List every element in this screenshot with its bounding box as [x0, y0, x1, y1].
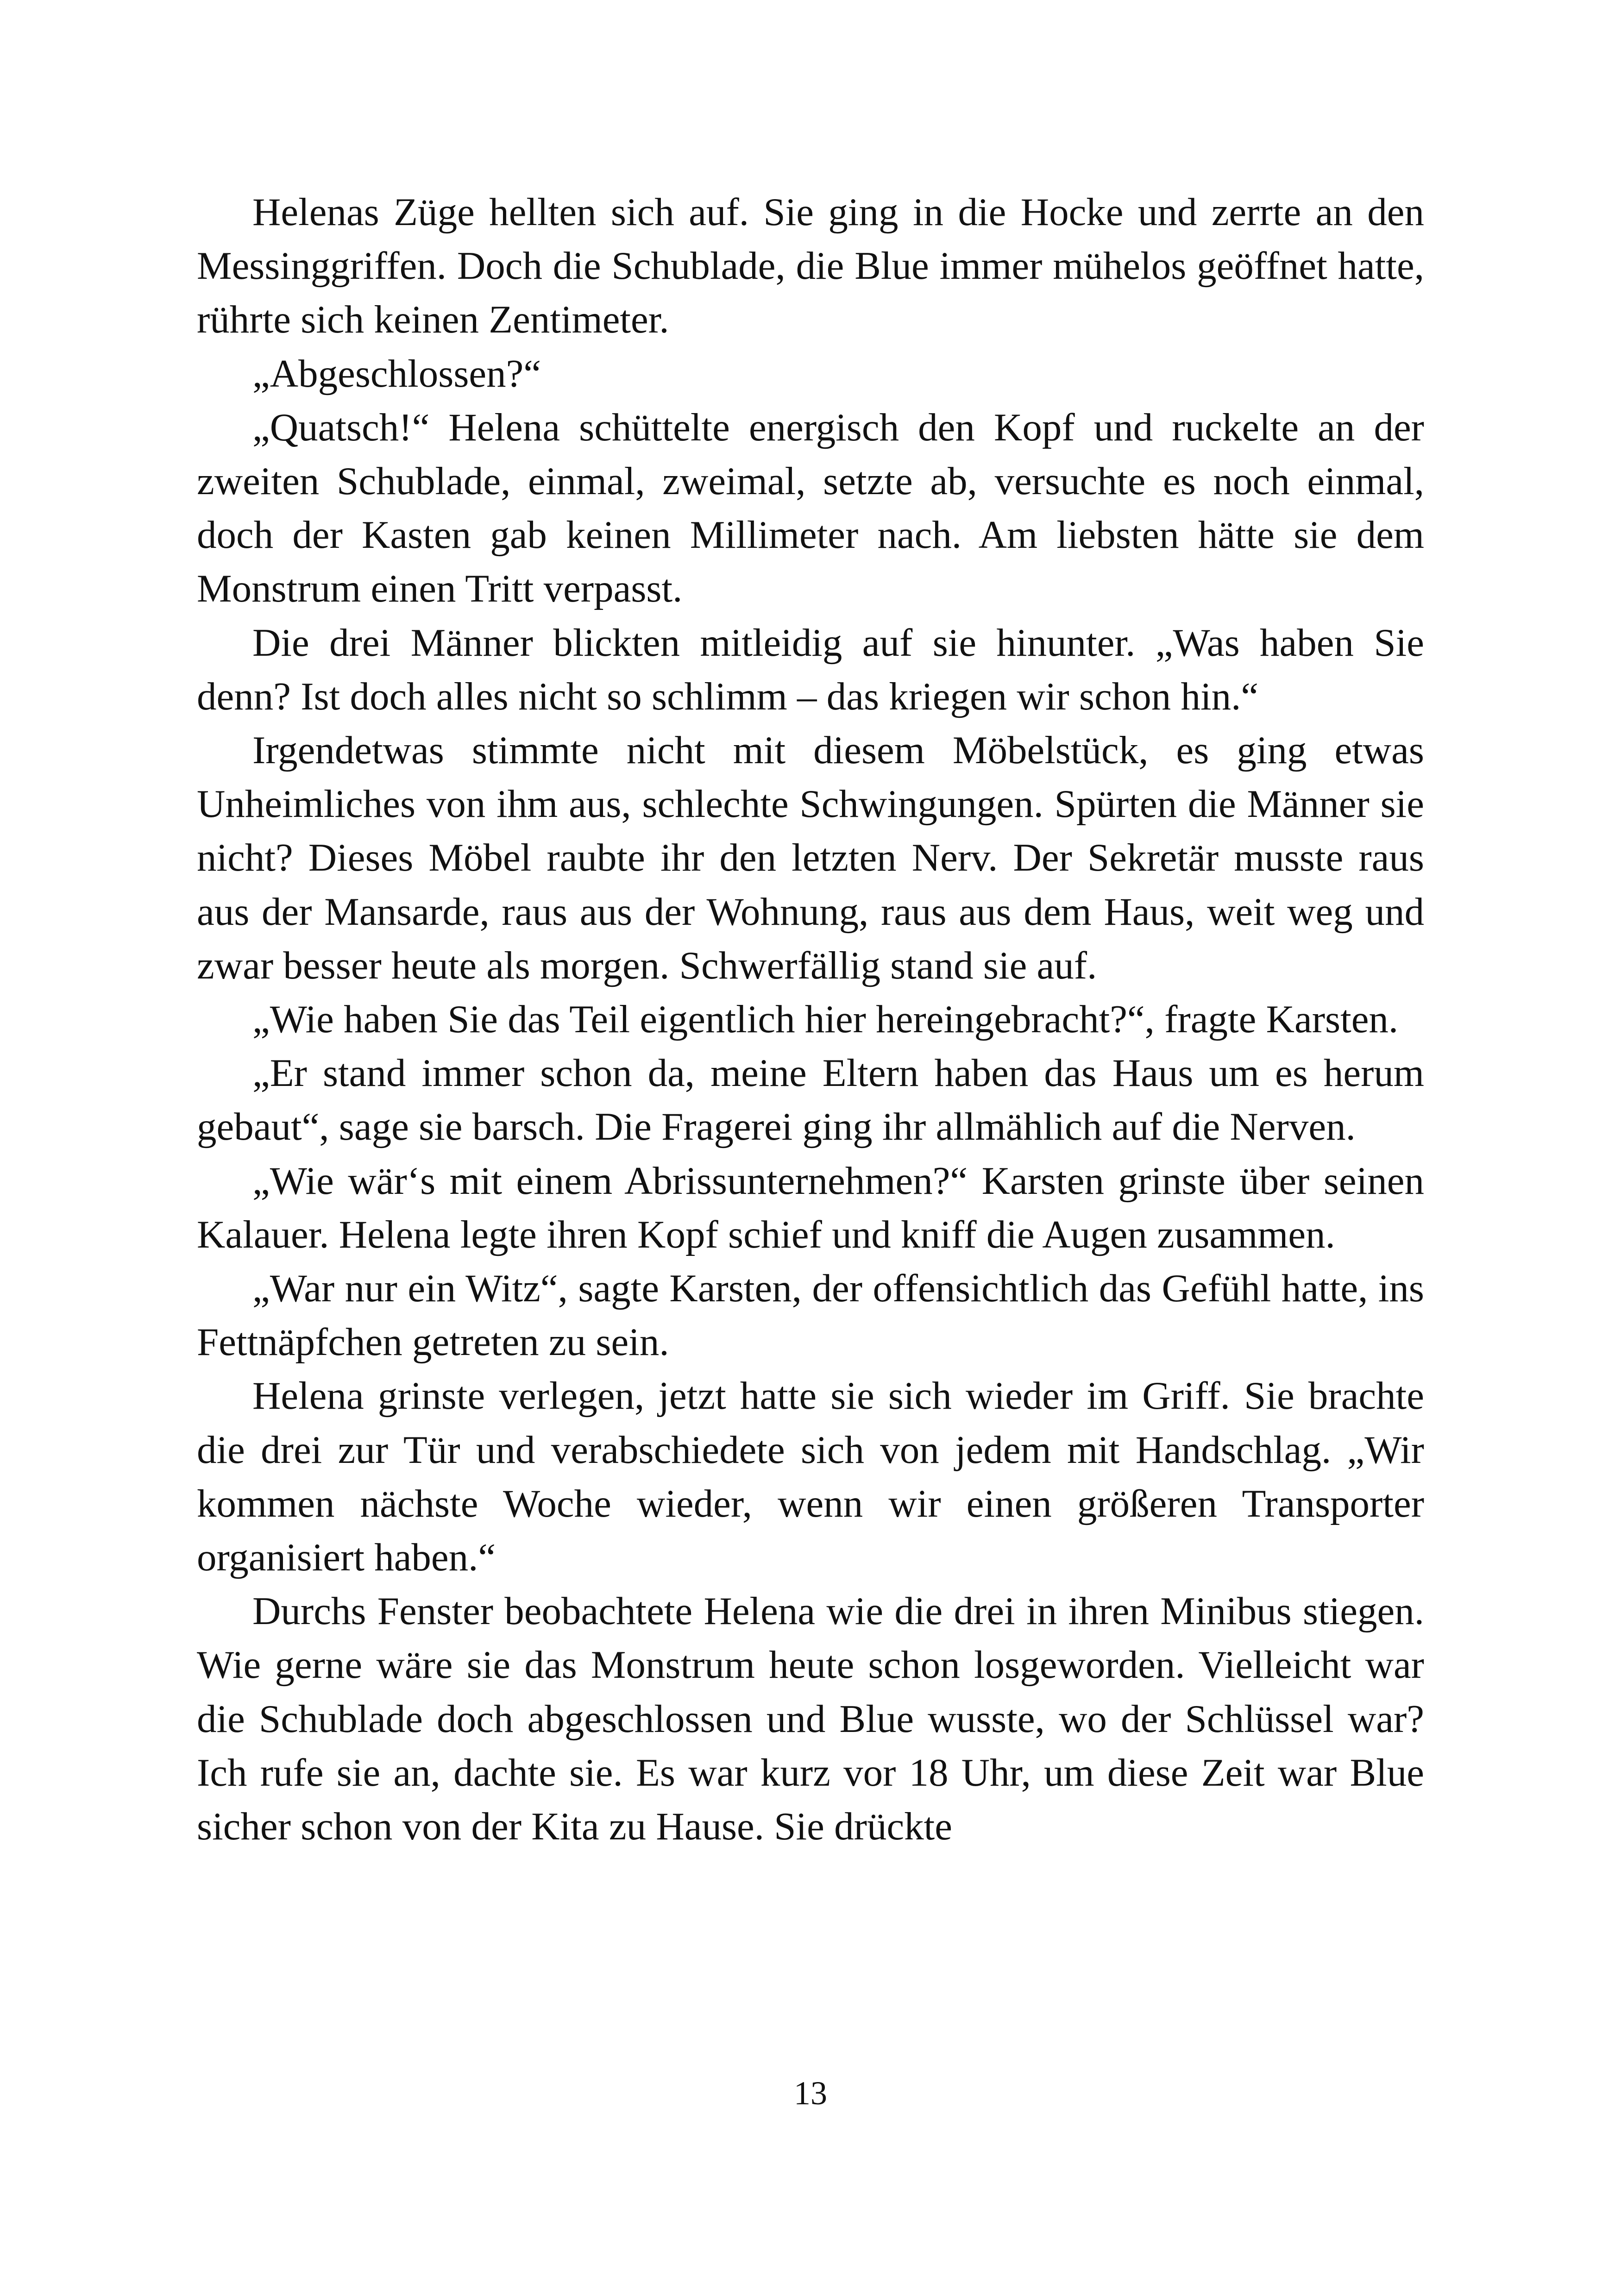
paragraph: Helenas Züge hellten sich auf. Sie ging in die Hocke und zerrte an den Messinggriffen. Doch die Schublade, die Blue immer mühelos geöffnet hatte, rührte sich keinen Zentimeter.	[197, 190, 1424, 342]
paragraph: „Wie wär‘s mit einem Abrissunternehmen?“ Karsten grinste über seinen Kalauer. Helena legte ihren Kopf schief und kniff die Augen zusammen.	[197, 1159, 1424, 1256]
page-number: 13	[794, 2075, 827, 2112]
paragraph: „Quatsch!“ Helena schüttelte energisch den Kopf und ruckelte an der zweiten Schublade, einmal, zweimal, setzte ab, versuchte es noch einmal, doch der Kasten gab keinen Millimeter nach. Am liebsten hätte sie dem Monstrum einen Tritt verpasst.	[197, 405, 1424, 611]
paragraph: Helena grinste verlegen, jetzt hatte sie sich wieder im Griff. Sie brachte die drei zur Tür und verabschiedete sich von jedem mit Handschlag. „Wir kommen nächste Woche wieder, wenn wir einen größeren Transporter organisiert haben.“	[197, 1374, 1424, 1580]
paragraph: Irgendetwas stimmte nicht mit diesem Möbelstück, es ging etwas Unheimliches von ihm aus, schlechte Schwingungen. Spürten die Männer sie nicht? Dieses Möbel raubte ihr den letzten Nerv. Der Sekretär musste raus aus der Mansarde, raus aus der Wohnung, raus aus dem Haus, weit weg und zwar besser heute als morgen. Schwerfällig stand sie auf.	[197, 728, 1424, 987]
paragraph: „Wie haben Sie das Teil eigentlich hier hereingebracht?“, fragte Karsten.	[252, 997, 1399, 1041]
paragraph: „War nur ein Witz“, sagte Karsten, der offensichtlich das Gefühl hatte, ins Fettnäpfchen getreten zu sein.	[197, 1267, 1424, 1364]
paragraph: „Abgeschlossen?“	[252, 351, 541, 395]
body-text	[197, 185, 1424, 1853]
paragraph: „Er stand immer schon da, meine Eltern haben das Haus um es herum gebaut“, sage sie barsch. Die Fragerei ging ihr allmählich auf die Nerven.	[197, 1051, 1424, 1149]
paragraph: Durchs Fenster beobachtete Helena wie die drei in ihren Minibus stiegen. Wie gerne wäre sie das Monstrum heute schon losgeworden. Vielleicht war die Schublade doch abgeschlossen und Blue wusste, wo der Schlüssel war? Ich rufe sie an, dachte sie. Es war kurz vor 18 Uhr, um diese Zeit war Blue sicher schon von der Kita zu Hause. Sie drückte	[197, 1589, 1424, 1849]
paragraph: Die drei Männer blickten mitleidig auf sie hinunter. „Was haben Sie denn? Ist doch alles nicht so schlimm – das kriegen wir schon hin.“	[197, 621, 1424, 718]
